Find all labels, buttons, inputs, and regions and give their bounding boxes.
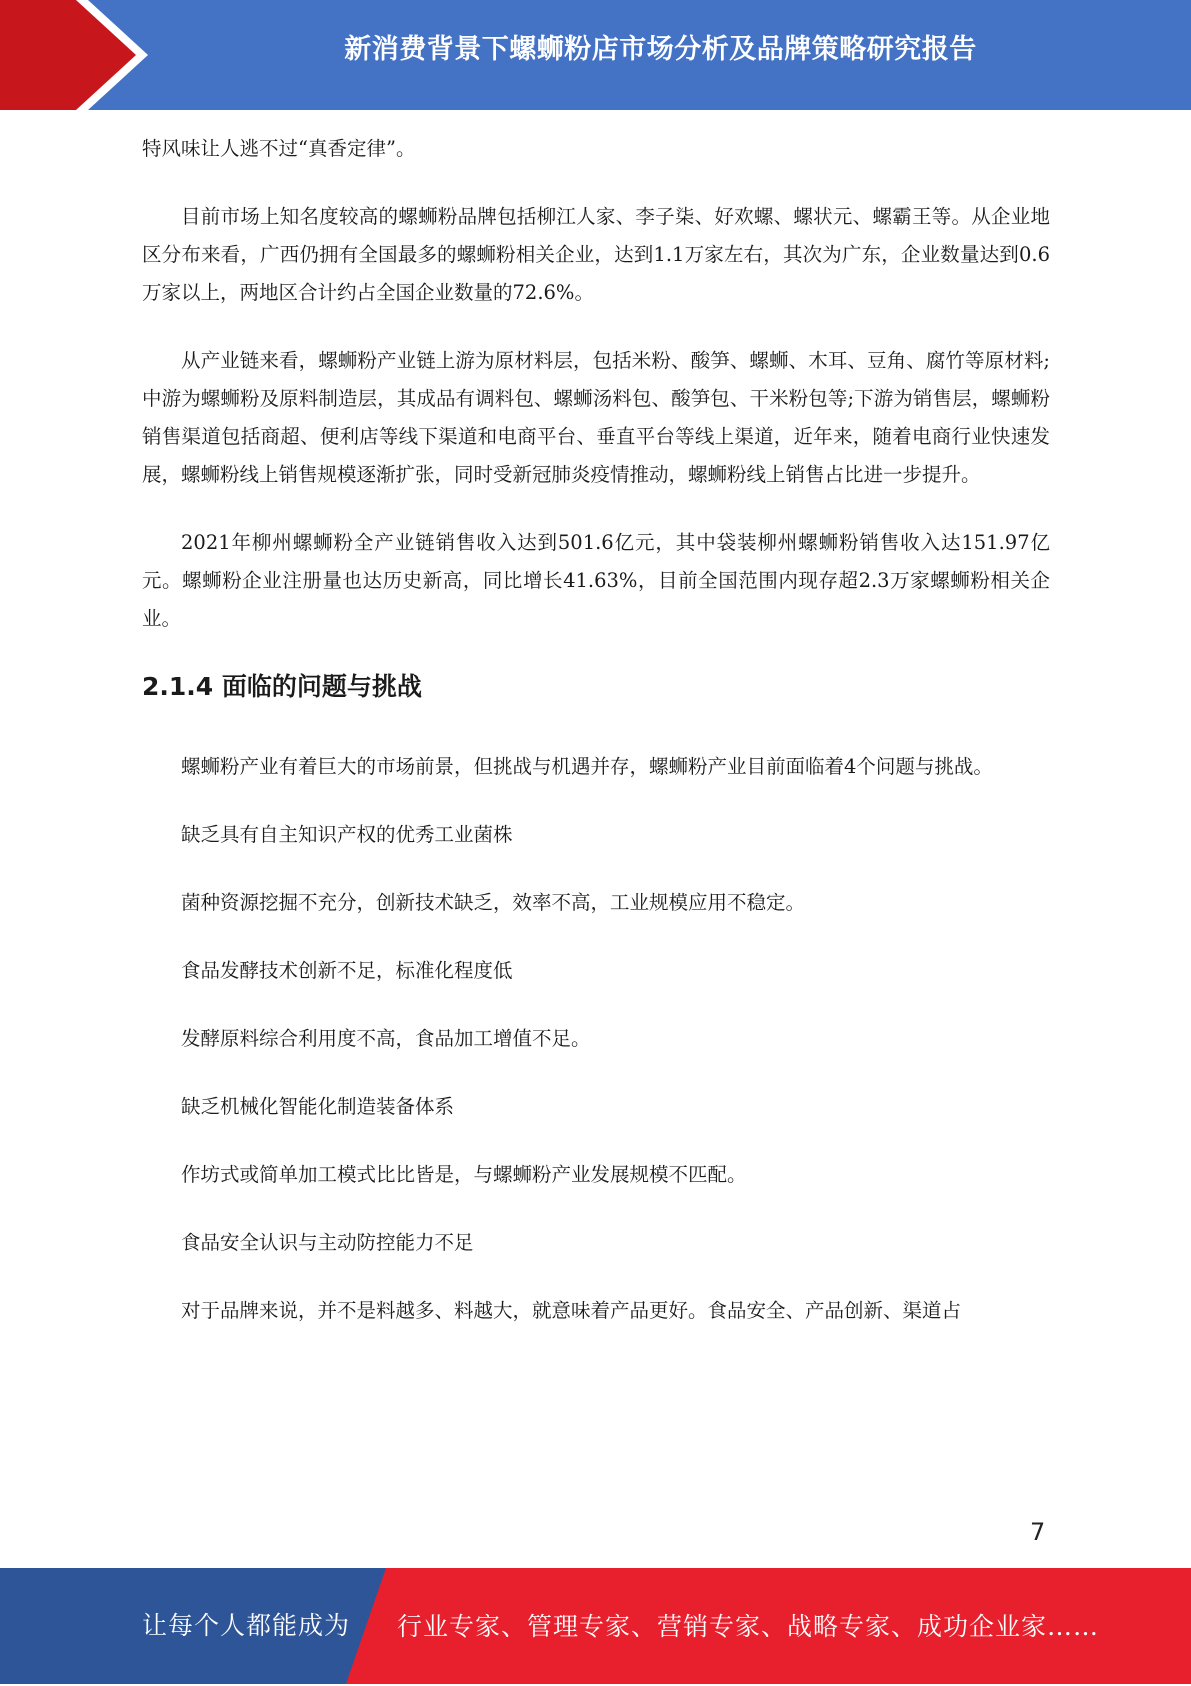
list-item: 发酵原料综合利用度不高，食品加工增值不足。	[181, 1027, 591, 1050]
paragraph: 2021年柳州螺蛳粉全产业链销售收入达到501.6亿元，其中袋装柳州螺蛳粉销售收入达151.97亿元。螺蛳粉企业注册量也达历史新高，同比增长41.63%，目前全国范围内现存超2.3万家螺蛳粉相关企业。	[142, 531, 1050, 630]
list-item: 作坊式或简单加工模式比比皆是，与螺蛳粉产业发展规模不匹配。	[181, 1163, 747, 1186]
list-item: 缺乏具有自主知识产权的优秀工业菌株	[181, 823, 513, 846]
header-chevron-icon	[0, 0, 160, 110]
document-body	[142, 130, 1050, 1360]
list-item: 食品发酵技术创新不足，标准化程度低	[181, 959, 513, 982]
paragraph: 从产业链来看，螺蛳粉产业链上游为原材料层，包括米粉、酸笋、螺蛳、木耳、豆角、腐竹等原材料;中游为螺蛳粉及原料制造层，其成品有调料包、螺蛳汤料包、酸笋包、干米粉包等;下游为销售层，螺蛳粉销售渠道包括商超、便利店等线下渠道和电商平台、垂直平台等线上渠道，近年来，随着电商行业快速发展，螺蛳粉线上销售规模逐渐扩张，同时受新冠肺炎疫情推动，螺蛳粉线上销售占比进一步提升。	[142, 349, 1050, 486]
report-title: 新消费背景下螺蛳粉店市场分析及品牌策略研究报告	[344, 34, 977, 65]
paragraph: 目前市场上知名度较高的螺蛳粉品牌包括柳江人家、李子柒、好欢螺、螺状元、螺霸王等。从企业地区分布来看，广西仍拥有全国最多的螺蛳粉相关企业，达到1.1万家左右，其次为广东，企业数量达到0.6万家以上，两地区合计约占全国企业数量的72.6%。	[142, 205, 1050, 304]
page-footer	[0, 1568, 1191, 1684]
footer-slogan-right: 行业专家、管理专家、营销专家、战略专家、成功企业家……	[397, 1612, 1100, 1641]
page-header	[0, 0, 1191, 110]
continuation-text: 特风味让人逃不过“真香定律”。	[142, 137, 416, 160]
list-item: 食品安全认识与主动防控能力不足	[181, 1231, 474, 1254]
list-item: 对于品牌来说，并不是料越多、料越大，就意味着产品更好。食品安全、产品创新、渠道占	[181, 1299, 962, 1322]
section-heading: 2.1.4 面临的问题与挑战	[142, 672, 422, 701]
list-item: 缺乏机械化智能化制造装备体系	[181, 1095, 455, 1118]
paragraph: 螺蛳粉产业有着巨大的市场前景，但挑战与机遇并存，螺蛳粉产业目前面临着4个问题与挑战。	[181, 755, 993, 778]
page-number: 7	[1030, 1518, 1046, 1546]
footer-slogan-left: 让每个人都能成为	[142, 1611, 351, 1640]
list-item: 菌种资源挖掘不充分，创新技术缺乏，效率不高，工业规模应用不稳定。	[181, 891, 806, 914]
